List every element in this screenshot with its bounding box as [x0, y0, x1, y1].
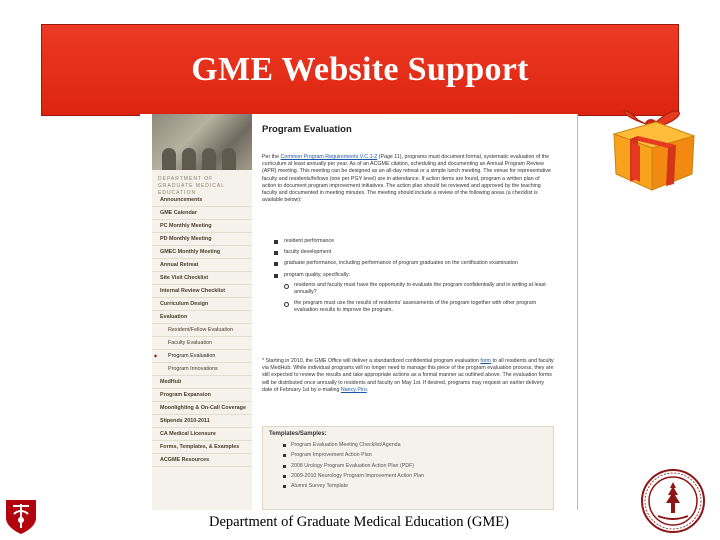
page-heading: Program Evaluation [262, 124, 352, 135]
list-item: faculty development [274, 249, 554, 256]
sidebar-item-pd-monthly-meeting[interactable]: PD Monthly Meeting [152, 233, 252, 246]
slide-title: GME Website Support [191, 51, 529, 88]
sidebar-item-ca-medical-licensure[interactable]: CA Medical Licensure [152, 428, 252, 441]
notice-text: * Starting in 2010, the GME Office will deliver a standardized confidential program evaluation [262, 358, 481, 364]
intro-paragraph [262, 154, 552, 204]
department-name: DEPARTMENT OF GRADUATE MEDICAL EDUCATION [158, 176, 225, 196]
nancy-piro-email-link[interactable]: Nancy Piro [340, 386, 367, 393]
sidebar-item-internal-review-checklist[interactable]: Internal Review Checklist [152, 285, 252, 298]
templates-list [263, 442, 553, 490]
sidebar-item-faculty-evaluation[interactable]: Faculty Evaluation [152, 337, 252, 350]
intro-text-continued: (Page 11), programs must document formal, systematic evaluation of the curriculum at least annually per year. As of an ACGME citation, scheduling and documenting an Annual Program Review (APR) meeting. This meeting can be designed as an all-day retreat or a simple lunch meeting. The venue for representative faculty and residents/fellows (one per PGY level) are in attendance. If action items are found, program a written plan of action to document program improvement initiatives. The action plan should be reviewed and approved by the teaching faculty and documented in meeting minutes. The meeting should include a review of the following areas (a checklist is available below): [262, 154, 551, 204]
sidebar-item-curriculum-design[interactable]: Curriculum Design [152, 298, 252, 311]
sidebar-item-program-evaluation[interactable]: ◆ Program Evaluation [152, 350, 252, 363]
list-item [274, 272, 554, 315]
gift-box-icon [608, 98, 698, 194]
main-content [260, 114, 572, 510]
template-link[interactable]: 2009-2010 Neurology Program Improvement Action Plan [283, 473, 553, 480]
sidebar-item-evaluation[interactable]: Evaluation [152, 311, 252, 324]
stanford-university-seal [640, 468, 706, 534]
stanford-hospital-logo [4, 496, 38, 536]
template-link[interactable]: Alumni Survey Template [283, 483, 553, 490]
site-sidebar [152, 114, 252, 510]
list-item: graduate performance, including performance of program graduates on the certification examination [274, 260, 554, 267]
template-link[interactable]: 2008 Urology Program Evaluation Action Plan (PDF) [283, 463, 553, 470]
sidebar-item-program-expansion[interactable]: Program Expansion [152, 389, 252, 402]
sidebar-nav [152, 194, 252, 467]
sidebar-item-medhub[interactable]: MedHub [152, 376, 252, 389]
sidebar-item-announcements[interactable]: Announcements [152, 194, 252, 207]
intro-text: Per the [262, 154, 281, 160]
sidebar-item-program-innovations[interactable]: Program Innovations [152, 363, 252, 376]
website-screenshot [140, 114, 578, 510]
list-item: resident performance [274, 238, 554, 245]
common-program-requirements-link[interactable]: Common Program Requirements V.C.1-2 [280, 154, 378, 160]
title-banner [41, 24, 679, 116]
sidebar-item-resident-fellow-evaluation[interactable]: Resident/Fellow Evaluation [152, 324, 252, 337]
notice-text-end: . [366, 386, 369, 393]
sub-list-item: the program must use the results of residents' assessments of the program together with other program evaluation results to improve the program. [284, 300, 554, 314]
sidebar-item-forms-templates[interactable]: Forms, Templates, & Examples [152, 441, 252, 454]
evaluation-form-link[interactable]: form [480, 358, 491, 364]
sidebar-item-site-visit-checklist[interactable]: Site Visit Checklist [152, 272, 252, 285]
sidebar-item-acgme-resources[interactable]: ACGME Resources [152, 454, 252, 467]
sidebar-item-pc-monthly-meeting[interactable]: PC Monthly Meeting [152, 220, 252, 233]
medhub-notice [262, 358, 554, 394]
sidebar-item-moonlighting[interactable]: Moonlighting & On-Call Coverage [152, 402, 252, 415]
sub-list-item: residents and faculty must have the opportunity to evaluate the program confidentially and in writing at least annually? [284, 282, 554, 296]
templates-heading: Templates/Samples: [269, 431, 327, 437]
program-quality-sublist [284, 282, 554, 315]
template-link[interactable]: Program Evaluation Meeting Checklist/Agenda [283, 442, 553, 449]
review-areas-list [274, 238, 554, 319]
notice-text-continued: to all residents and faculty via MedHub. While individual programs will no longer need to manage this piece of the program evaluation process, they are still expected to review the results and take appropriate actions as a formal manner as outlined above. The evaluation forms will be distributed once annually to residents and faculty on May 1st. If desired, programs may request an earlier delivery date of February 1st by e-mailing [262, 358, 554, 393]
list-item-text: program quality, specifically: [284, 271, 351, 278]
sidebar-item-stipends[interactable]: Stipends 2010-2011 [152, 415, 252, 428]
templates-box [262, 426, 554, 510]
sidebar-item-annual-retreat[interactable]: Annual Retreat [152, 259, 252, 272]
sidebar-item-gme-calendar[interactable]: GME Calendar [152, 207, 252, 220]
building-photo [152, 114, 252, 170]
sidebar-item-gmec-monthly-meeting[interactable]: GMEC Monthly Meeting [152, 246, 252, 259]
slide-footer: Department of Graduate Medical Education (GME) [209, 514, 509, 530]
template-link[interactable]: Program Improvement Action Plan [283, 452, 553, 459]
